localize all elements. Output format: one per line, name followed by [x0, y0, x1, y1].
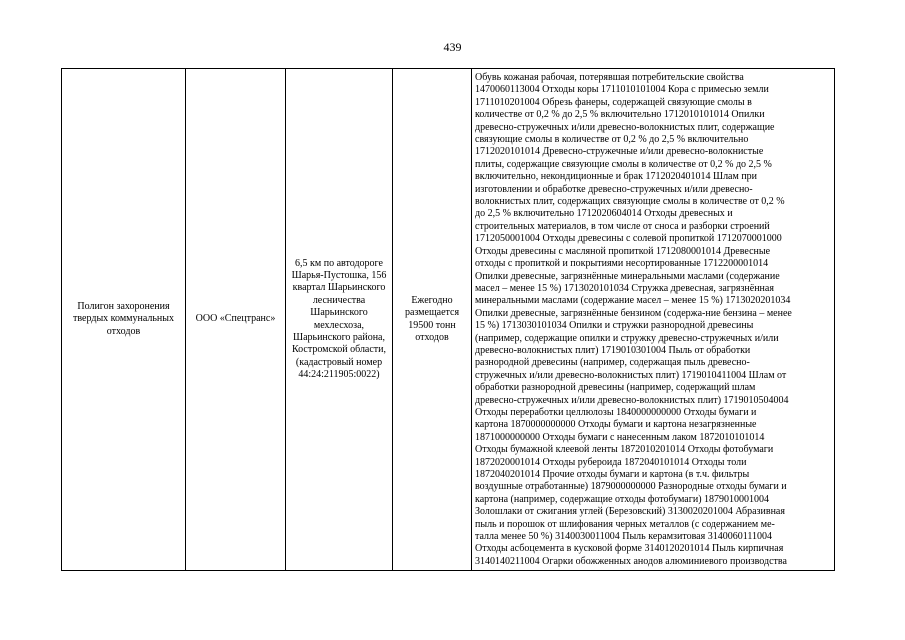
waste-line: Опилки древесные, загрязнённые минеральными маслами (содержание: [475, 270, 780, 282]
capacity-cell: [393, 69, 472, 571]
waste-line: пыль и порошок от шлифования черных металлов (с содержанием ме-: [475, 518, 775, 530]
table-row: [62, 69, 835, 571]
waste-line: Золошлаки от сжигания углей (Березовский) 3130020201004 Абразивная: [475, 506, 785, 518]
waste-line: 1712050001004 Отходы древесины с солевой пропиткой 1712070001000: [475, 233, 782, 245]
waste-line: Обувь кожаная рабочая, потерявшая потребительские свойства: [475, 72, 744, 83]
waste-line: 3140140211004 Огарки обожженных анодов алюминиевого производства: [475, 555, 787, 567]
location-cell: [286, 69, 393, 571]
waste-line: талла менее 50 %) 3140030011004 Пыль керамзитовая 3140060111004: [475, 531, 772, 543]
waste-line: Отходы древесины с масляной пропиткой 1712080001014 Древесные: [475, 245, 771, 257]
waste-line: количестве от 0,2 % до 2,5 % включительно 1712010101014 Опилки: [475, 109, 765, 121]
object-name-cell: [62, 69, 186, 571]
operator-name: ООО «Спецтранс»: [195, 313, 276, 325]
waste-types-list: [475, 72, 832, 568]
waste-line: масел – менее 15 %) 1713020101034 Стружка древесная, загрязнённая: [475, 282, 774, 294]
waste-line: 1872040201014 Прочие отходы бумаги и картона (в т.ч. фильтры: [475, 469, 750, 480]
waste-line: воздушные отработанные) 1879000000000 Разнородные отходы бумаги и: [475, 481, 787, 493]
operator-cell: [186, 69, 286, 571]
waste-line: волокнистых плит, содержащих связующие смолы в количестве от 0,2 %: [475, 196, 785, 208]
waste-line: Отходы переработки целлюлозы 1840000000000 Отходы бумаги и: [475, 406, 757, 418]
waste-line: (например, содержащие опилки и стружку древесно-стружечных и/или: [475, 332, 779, 344]
waste-line: 1470060113004 Отходы коры 1711010101004 Кора с примесью земли: [475, 84, 769, 96]
waste-line: разнородной древесины (например, содержащая пыль древесно-: [475, 357, 750, 369]
waste-line: картона (например, содержащие отходы фотобумаги) 1879010001004: [475, 493, 770, 505]
capacity-text: Ежегодно размещается 19500 тонн отходов: [404, 294, 460, 344]
waste-line: картона 1870000000000 Отходы бумаги и картона незагрязненные: [475, 419, 757, 431]
waste-line: древесно-волокнистых плит) 1719010301004 Пыль от обработки: [475, 344, 751, 356]
waste-line: строительных материалов, в том числе от сноса и разборки строений: [475, 220, 770, 232]
waste-line: древесно-стружечных и/или древесно-волокнистых плит, содержащие: [475, 121, 775, 133]
waste-line: обработки разнородной древесины (например, содержащий шлам: [475, 382, 756, 394]
waste-line: 1712020101014 Древесно-стружечные и/или древесно-волокнистые: [475, 146, 764, 158]
waste-line: Отходы бумажной клеевой ленты 1872010201014 Отходы фотобумаги: [475, 444, 774, 456]
waste-line: до 2,5 % включительно 1712020604014 Отходы древесных и: [475, 208, 733, 220]
waste-types-cell: [472, 69, 835, 571]
waste-line: связующие смолы в количестве от 0,2 % до 2,5 % включительно: [475, 134, 749, 146]
waste-line: 1711010201004 Обрезь фанеры, содержащей связующие смолы в: [475, 96, 752, 108]
waste-line: 1872020001014 Отходы рубероида 1872040101014 Отходы толи: [475, 456, 747, 468]
waste-line: Отходы асбоцемента в кусковой форме 3140120201014 Пыль кирпичная: [475, 543, 784, 555]
waste-line: 1871000000000 Отходы бумаги с нанесенным лаком 1872010101014: [475, 431, 765, 443]
waste-line: древесно-стружечных и/или древесно-волокнистых плит) 1719010504004: [475, 394, 789, 406]
waste-line: включительно, некондиционные и брак 1712020401014 Шлам при: [475, 171, 758, 183]
waste-line: плиты, содержащие связующие смолы в количестве от 0,2 % до 2,5 %: [475, 158, 772, 170]
waste-line: 15 %) 1713030101034 Опилки и стружки разнородной древесины: [475, 320, 754, 332]
waste-facility-table: [61, 68, 835, 571]
waste-line: отходы с пропиткой и покрытиями несортированные 1712200001014: [475, 258, 769, 270]
waste-line: Опилки древесные, загрязнённые бензином (содержа-ние бензина – менее: [475, 307, 792, 319]
waste-line: минеральными маслами (содержание масел – менее 15 %) 1713020201034: [475, 295, 791, 307]
object-name: Полигон захоронения твердых коммунальных отходов: [73, 301, 174, 337]
waste-line: стружечных и/или древесно-волокнистых плит) 1719010411004 Шлам от: [475, 369, 787, 381]
location-text: 6,5 км по автодороге Шарья-Пустошка, 156 квартал Шарьинского лесничества Шарьинского мехлесхоза, Шарьинского района, Костромской области, (кадастровый номер 44:24:211905:0022): [291, 257, 387, 381]
waste-line: изготовлении и обработке древесно-стружечных и/или древесно-: [475, 183, 753, 195]
page-number: 439: [443, 40, 462, 54]
